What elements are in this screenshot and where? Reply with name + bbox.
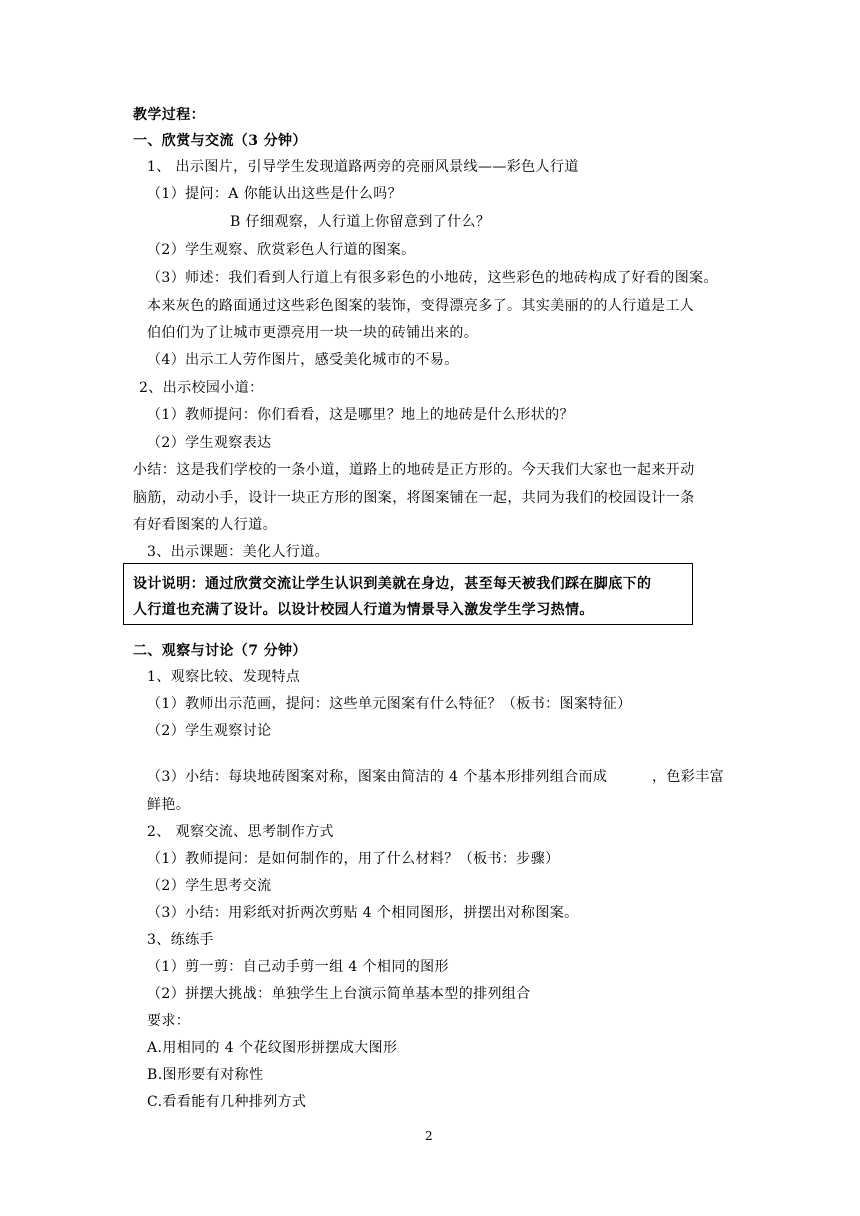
section-2-item-3: 3、练练手 <box>147 932 214 948</box>
section-2-item-1-question-3-part-a: （3）小结：每块地砖图案对称，图案由简洁的 4 个基本形排列组合而成 <box>147 769 608 785</box>
section-2-item-1: 1、观察比较、发现特点 <box>147 669 301 685</box>
section-2-item-1-question-3-part-b: ，色彩丰富 <box>652 769 724 785</box>
requirement-b: B.图形要有对称性 <box>147 1067 264 1083</box>
section-1-question-1a: （1）提问：A 你能认出这些是什么吗？ <box>147 186 403 202</box>
section-1-question-3-line-2: 本来灰色的路面通过这些彩色图案的装饰，变得漂亮多了。其实美丽的的人行道是工人 <box>147 298 695 314</box>
page-number: 2 <box>425 1129 433 1143</box>
requirements-label: 要求： <box>147 1013 191 1029</box>
section-2-item-1-question-1: （1）教师出示范画，提问：这些单元图案有什么特征？（板书：图案特征） <box>147 696 632 712</box>
section-1-item-2-question-1: （1）教师提问：你们看看，这是哪里？地上的地砖是什么形状的？ <box>147 407 574 423</box>
section-1-summary-line-1: 小结：这是我们学校的一条小道，道路上的地砖是正方形的。今天我们大家也一起来开动 <box>133 462 695 478</box>
section-1-question-2: （2）学生观察、欣赏彩色人行道的图案。 <box>147 242 416 258</box>
section-1-question-4: （4）出示工人劳作图片，感受美化城市的不易。 <box>147 352 459 368</box>
section-2-title: 二、观察与讨论（7 分钟） <box>133 643 307 659</box>
section-1-summary-line-2: 脑筋，动动小手，设计一块正方形的图案，将图案铺在一起，共同为我们的校园设计一条 <box>133 490 695 506</box>
design-note-line-2: 人行道也充满了设计。以设计校园人行道为情景导入激发学生学习热情。 <box>133 602 594 618</box>
lesson-process-heading: 教学过程： <box>133 107 205 123</box>
section-1-item-2: 2、出示校园小道： <box>139 380 264 396</box>
requirement-a: A.用相同的 4 个花纹图形拼摆成大图形 <box>147 1040 398 1056</box>
section-1-summary-line-3: 有好看图案的人行道。 <box>133 517 277 533</box>
design-note-line-1: 设计说明：通过欣赏交流让学生认识到美就在身边，甚至每天被我们踩在脚底下的 <box>133 576 652 592</box>
section-2-item-3-question-2: （2）拼摆大挑战：单独学生上台演示简单基本型的排列组合 <box>147 986 531 1002</box>
section-2-item-2-question-1: （1）教师提问：是如何制作的，用了什么材料？（板书：步骤） <box>147 851 560 867</box>
section-1-title: 一、欣赏与交流（3 分钟） <box>133 133 307 149</box>
section-1-item-3: 3、出示课题：美化人行道。 <box>147 544 330 560</box>
section-2-item-2-question-3: （3）小结：用彩纸对折两次剪贴 4 个相同图形，拼摆出对称图案。 <box>147 905 579 921</box>
section-1-item-1: 1、 出示图片，引导学生发现道路两旁的亮丽风景线——彩色人行道 <box>147 159 579 175</box>
requirement-c: C.看看能有几种排列方式 <box>147 1094 307 1110</box>
section-1-question-3-line-3: 伯伯们为了让城市更漂亮用一块一块的砖铺出来的。 <box>147 325 479 341</box>
section-2-item-3-question-1: （1）剪一剪：自己动手剪一组 4 个相同的图形 <box>147 959 449 975</box>
section-2-item-2-question-2: （2）学生思考交流 <box>147 878 272 894</box>
section-2-item-2: 2、 观察交流、思考制作方式 <box>147 824 334 840</box>
section-1-item-2-question-2: （2）学生观察表达 <box>147 435 272 451</box>
section-1-question-1b: B 仔细观察，人行道上你留意到了什么？ <box>230 214 491 230</box>
section-1-question-3-line-1: （3）师述：我们看到人行道上有很多彩色的小地砖，这些彩色的地砖构成了好看的图案。 <box>147 270 718 286</box>
section-2-item-1-question-2: （2）学生观察讨论 <box>147 723 272 739</box>
section-2-item-1-question-3-line-2: 鲜艳。 <box>147 797 191 813</box>
